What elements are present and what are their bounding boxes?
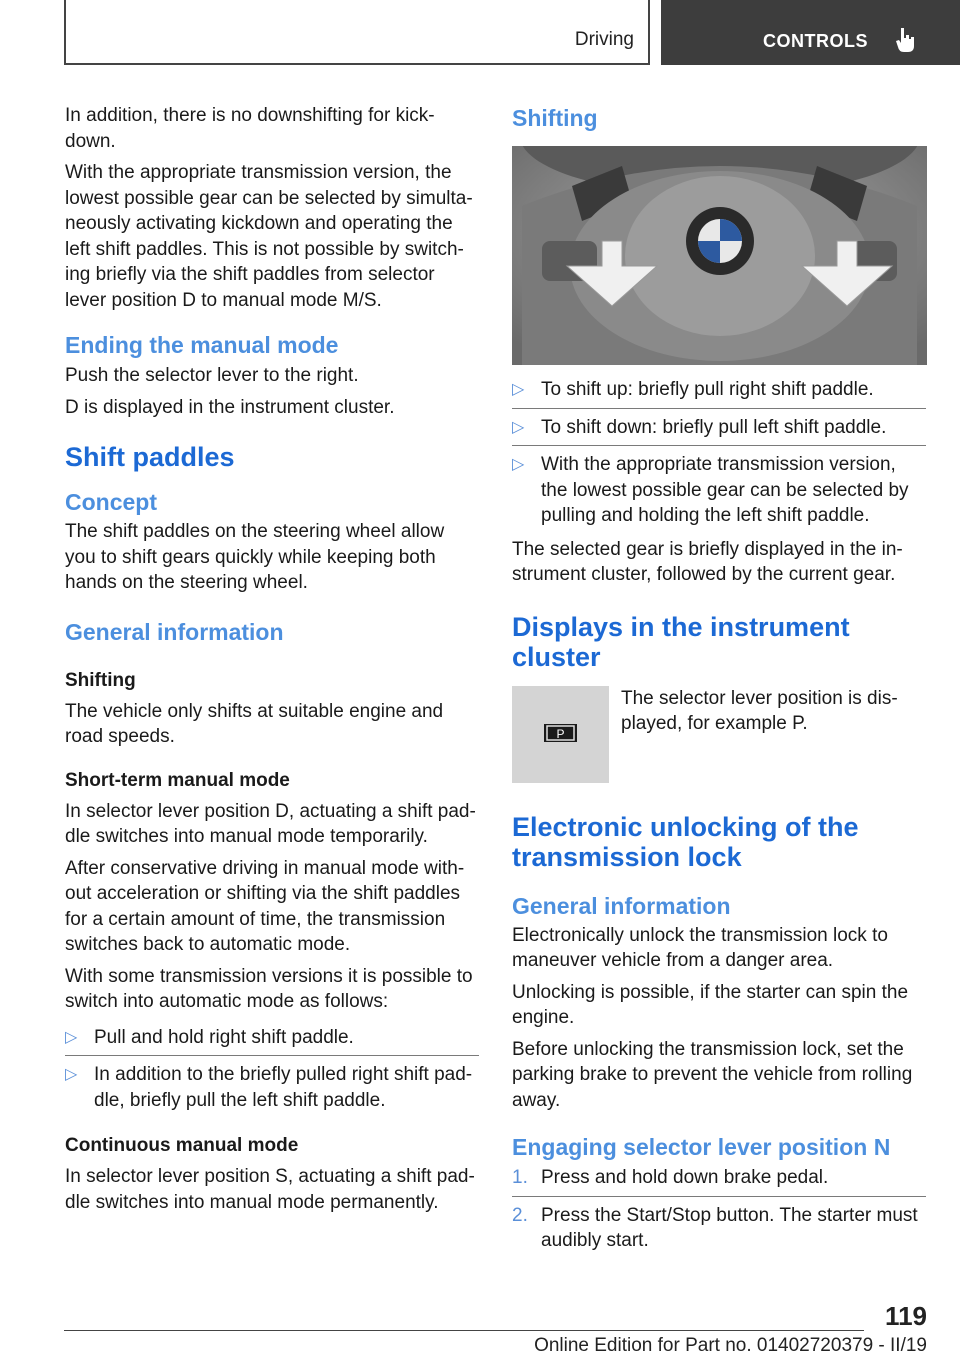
continuous-text: In selector lever position S, actuating a shift pad-dle switches into manual mode permanently. (65, 1166, 475, 1213)
concept-heading: Concept (65, 489, 157, 515)
intro-paragraph-2: With the appropriate transmission version, the lowest possible gear can be selected by simulta-neously activating kickdown and operating the left shift paddles. This is not possible by switch-ing briefly via the shift paddles from selector lever position D to manual mode M/S. (65, 162, 473, 311)
shifting-heading: Shifting (512, 105, 598, 131)
divider (512, 445, 926, 446)
short-term-text-3: With some transmission versions it is possible to switch into automatic mode as follows: (65, 965, 473, 1012)
header-section-title: Driving (574, 29, 634, 50)
bullet-text: To shift down: briefly pull left shift paddle. (541, 416, 887, 438)
instrument-cluster-image (512, 686, 609, 783)
displays-text: The selector lever position is dis-played, for example P. (621, 687, 898, 734)
short-term-text-2: After conservative driving in manual mode with-out acceleration or shifting via the shift paddles for a certain amount of time, the transmission switches back to automatic mode. (65, 857, 465, 955)
bullet-text: In addition to the briefly pulled right shift pad-dle, briefly pull the left shift paddle. (94, 1064, 473, 1111)
shifting-text: The vehicle only shifts at suitable engine and road speeds. (65, 700, 444, 747)
short-term-bullet-list (65, 1025, 479, 1114)
continuous-heading: Continuous manual mode (65, 1135, 299, 1156)
general-information-heading: General information (65, 618, 284, 645)
step-text: Press and hold down brake pedal. (541, 1167, 829, 1188)
divider (512, 1196, 926, 1197)
list-item (65, 1062, 479, 1113)
shifting-subheading: Shifting (65, 669, 136, 691)
unlock-general-heading: General information (512, 892, 731, 919)
list-item (512, 377, 926, 403)
step-number: 1. (512, 1167, 528, 1188)
list-item (512, 415, 926, 441)
bullet-text: With the appropriate transmission version, the lowest possible gear can be selected by pulling and holding the left shift paddle. (541, 454, 909, 526)
left-column (65, 100, 479, 1221)
footer-divider (64, 1330, 864, 1331)
triangle-bullet-icon: ▷ (65, 1066, 78, 1083)
engaging-steps (512, 1165, 926, 1254)
ending-manual-mode-heading: Ending the manual mode (65, 332, 339, 358)
after-bullets-text: The selected gear is briefly displayed in the in-strument cluster, followed by the current gear. (512, 538, 903, 585)
unlock-text-1: Electronically unlock the transmission lock to maneuver vehicle from a danger area. (512, 924, 888, 971)
display-block (512, 686, 926, 786)
ending-text-2: D is displayed in the instrument cluster. (65, 396, 395, 418)
list-item (512, 452, 926, 529)
unlock-heading: Electronic unlocking of the transmission lock (512, 811, 859, 872)
header-section-box (64, 0, 650, 65)
bullet-text: To shift up: briefly pull right shift paddle. (541, 379, 874, 400)
header-chapter-box (661, 0, 960, 65)
right-column (512, 100, 926, 1254)
short-term-text-1: In selector lever position D, actuating a shift pad-dle switches into manual mode temporarily. (65, 800, 476, 847)
shifting-bullet-list (512, 377, 926, 529)
triangle-bullet-icon: ▷ (512, 381, 525, 398)
bullet-text: Pull and hold right shift paddle. (94, 1026, 354, 1048)
displays-heading: Displays in the instrument cluster (512, 611, 850, 672)
divider (65, 1055, 479, 1056)
short-term-heading: Short-term manual mode (65, 769, 290, 791)
list-item (512, 1203, 926, 1254)
page-number: 119 (885, 1301, 927, 1331)
engaging-heading: Engaging selector lever position N (512, 1134, 891, 1160)
header-chapter-title: CONTROLS (763, 31, 868, 51)
hand-pointer-icon (895, 26, 917, 54)
triangle-bullet-icon: ▷ (65, 1028, 78, 1046)
unlock-text-3: Before unlocking the transmission lock, set the parking brake to prevent the vehicle from rolling away. (512, 1038, 913, 1111)
gear-symbol: P (556, 726, 565, 741)
triangle-bullet-icon: ▷ (512, 418, 525, 436)
concept-text: The shift paddles on the steering wheel allow you to shift gears quickly while keeping both hands on the steering wheel. (65, 521, 445, 593)
list-item (65, 1025, 479, 1051)
list-item (512, 1165, 926, 1191)
intro-paragraph-1: In addition, there is no downshifting for kick-down. (65, 105, 435, 152)
step-text: Press the Start/Stop button. The starter must audibly start. (541, 1204, 918, 1251)
ending-text-1: Push the selector lever to the right. (65, 365, 359, 386)
triangle-bullet-icon: ▷ (512, 456, 525, 473)
step-number: 2. (512, 1204, 528, 1226)
shift-paddles-heading: Shift paddles (65, 442, 235, 472)
steering-wheel-photo (512, 146, 927, 365)
unlock-text-2: Unlocking is possible, if the starter can spin the engine. (512, 981, 909, 1028)
edition-text: Online Edition for Part no. 01402720379 - II/19 (534, 1335, 927, 1356)
divider (512, 408, 926, 409)
